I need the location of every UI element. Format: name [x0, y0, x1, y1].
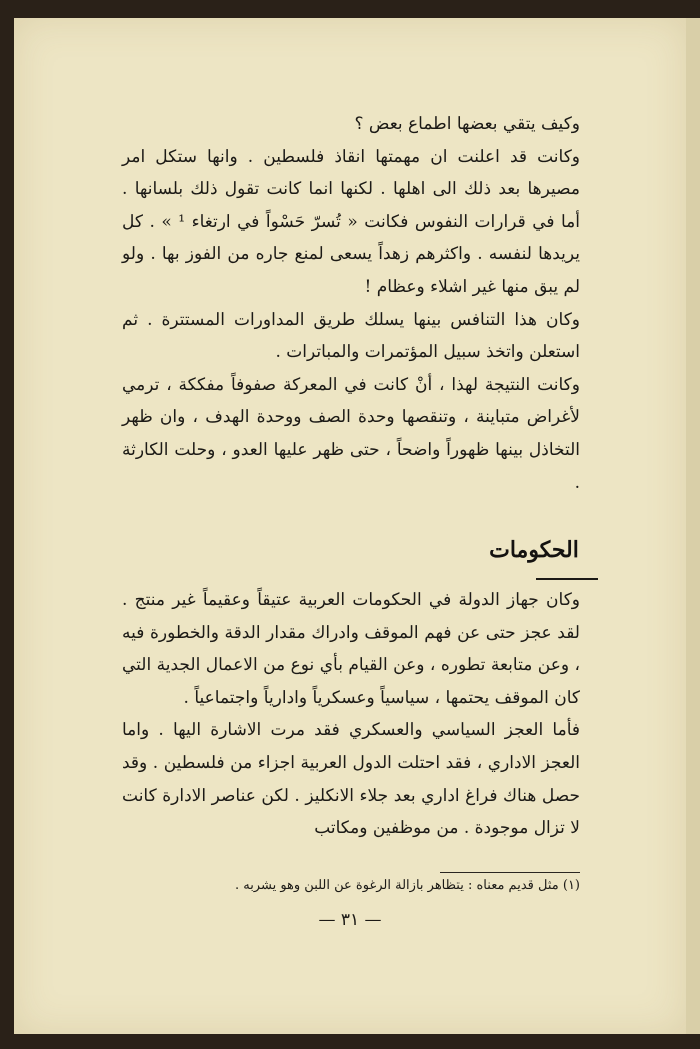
paragraph: وكانت النتيجة لهذا ، أنْ كانت في المعركة صفوفاً مفككة ، ترمي لأغراض متباينة ، وتنقصها وحدة الصف ووحدة الهدف ، وان ظهر التخاذل بينها ظهوراً واضحاً ، حتى ظهر عليها العدو ، وحلت الكارثة .	[122, 374, 580, 493]
section-heading: الحكومات	[489, 537, 579, 563]
footnote-divider	[440, 872, 580, 873]
body-text-top	[122, 108, 580, 499]
paragraph: وكان هذا التنافس بينها يسلك طريق المداورات المستترة . ثم استعلن واتخذ سبيل المؤتمرات والمباترات .	[122, 309, 580, 363]
paragraph: وكان جهاز الدولة في الحكومات العربية عتيقاً وعقيماً غير منتج . لقد عجز حتى عن فهم الموقف وادراك مقدار الدقة والخطورة فيه ، وعن متابعة تطوره ، وعن القيام بأي نوع من الاعمال الجدية التي كان الموقف يحتمها ، سياسياً وعسكرياً وادارياً واجتماعياً .	[122, 590, 580, 708]
footnote: (١) مثل قديم معناه : يتظاهر بازالة الرغوة عن اللبن وهو يشربه .	[234, 878, 580, 893]
body-text-bottom	[122, 584, 580, 845]
paragraph: وكيف يتقي بعضها اطماع بعض ؟	[354, 114, 580, 134]
paragraph: وكانت قد اعلنت ان مهمتها انقاذ فلسطين . وانها ستكل امر مصيرها بعد ذلك الى اهلها . لكنها انما كانت تقول ذلك بلسانها . أما في قرارات النفوس فكانت « تُسرّ حَسْواً في ارتغاء ¹ » . كل يريدها لنفسه . واكثرهم زهداً يسعى لمنع جاره من الفوز بها . ولو لم يبق منها غير اشلاء وعظام !	[122, 146, 580, 297]
heading-underline	[536, 578, 598, 580]
page-number: — ٣١ —	[318, 910, 382, 930]
page-edge	[686, 18, 700, 1034]
paragraph: فأما العجز السياسي والعسكري فقد مرت الاشارة اليها . واما العجز الاداري ، فقد احتلت الدول العربية اجزاء من فلسطين . وقد حصل هناك فراغ اداري بعد جلاء الانكليز . لكن عناصر الادارة كانت لا تزال موجودة . من موظفين ومكاتب	[122, 720, 580, 839]
